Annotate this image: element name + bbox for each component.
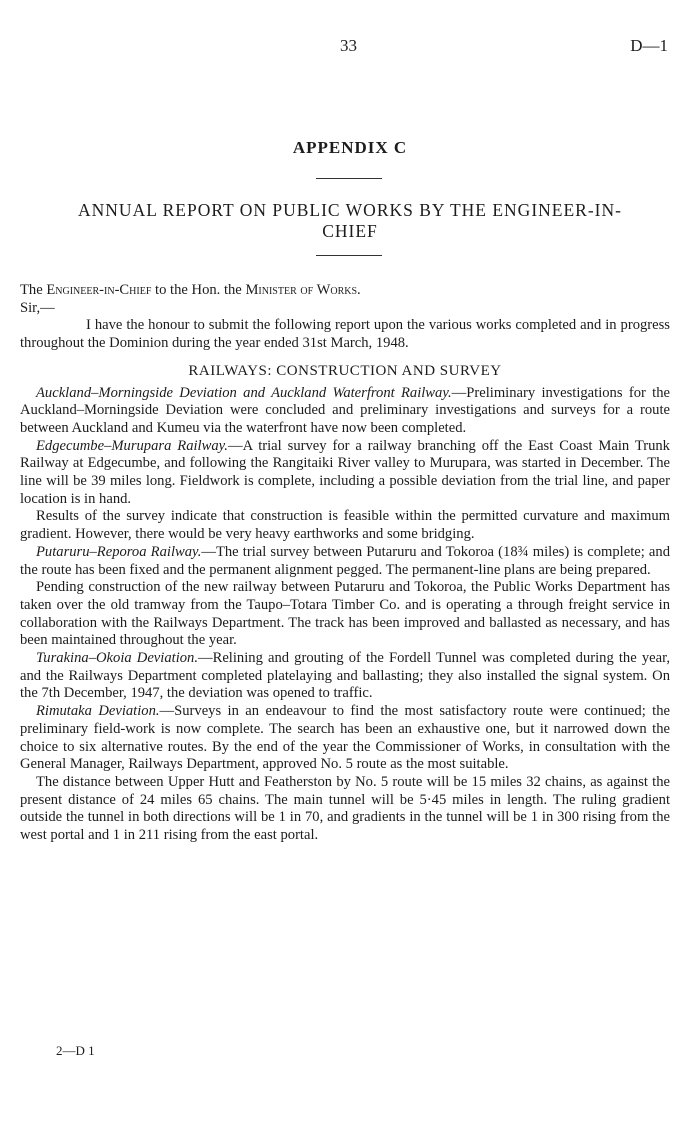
paragraph-putaruru: Putaruru–Reporoa Railway.—The trial survey between Putaruru and Tokoroa (18¾ miles) is complete; and the route has been fixed and the permanent alignment pegged. The permanent-line plans are being prepared. — [20, 543, 670, 578]
address-line: The Engineer-in-Chief to the Hon. the Minister of Works. — [20, 282, 361, 298]
paragraph-tramway: Pending construction of the new railway between Putaruru and Tokoroa, the Public Works Department has taken over the old tramway from the Taupo–Totara Timber Co. and is operating a through freight service in collaboration with the Railways Department. The track has been improved and ballasted as necessary, and has been maintained throughout the year. — [20, 579, 670, 649]
paragraph-edgecumbe: Edgecumbe–Murupara Railway.—A trial survey for a railway branching off the East Coast Main Trunk Railway at Edgecumbe, and following the Rangitaiki River valley to Murupara, was started in December. The line will be 39 miles long. Fieldwork is complete, including a possible deviation from the trial line, and paper location is in hand. — [20, 437, 670, 507]
report-title: ANNUAL REPORT ON PUBLIC WORKS BY THE ENGINEER-IN-CHIEF — [78, 200, 622, 241]
report-body — [20, 282, 670, 845]
divider-rule — [316, 178, 382, 179]
paragraph-distance: The distance between Upper Hutt and Featherston by No. 5 route will be 15 miles 32 chains, as against the present distance of 24 miles 65 chains. The main tunnel will be 5·45 miles in length. The ruling gradient outside the tunnel in both directions will be 1 in 70, and gradients in the tunnel will be 1 in 300 rising from the west portal and 1 in 211 rising from the east portal. — [20, 773, 670, 844]
divider-rule — [316, 255, 382, 256]
paragraph-survey-results: Results of the survey indicate that construction is feasible within the permitted curvature and maximum gradient. However, there would be very heavy earthworks and some bridging. — [20, 508, 670, 543]
page-number: 33 — [340, 36, 357, 55]
page-footer: 2—D 1 — [56, 1043, 95, 1058]
paragraph-auckland: Auckland–Morningside Deviation and Auckland Waterfront Railway.—Preliminary investigations for the Auckland–Morningside Deviation were concluded and preliminary investigations and surveys for a route between Auckland and Kumeu via the waterfront have now been completed. — [20, 384, 670, 436]
paragraph-turakina: Turakina–Okoia Deviation.—Relining and grouting of the Fordell Tunnel was completed during the year, and the Railways Department completed platelaying and ballasting; they also installed the signal system. On the 7th December, 1947, the deviation was opened to traffic. — [20, 650, 670, 702]
intro-paragraph: I have the honour to submit the following report upon the various works completed and in progress throughout the Dominion during the year ended 31st March, 1948. — [20, 317, 670, 352]
paragraph-rimutaka: Rimutaka Deviation.—Surveys in an endeavour to find the most satisfactory route were continued; the preliminary field-work is now complete. The search has been an exhaustive one, but it narrowed down the choice to six alternative routes. By the end of the year the Commissioner of Works, in consultation with the General Manager, Railways Department, approved No. 5 route as the most suitable. — [20, 703, 670, 773]
appendix-title: APPENDIX C — [292, 138, 408, 157]
document-code: D—1 — [630, 36, 668, 55]
salutation: Sir,— — [20, 299, 55, 316]
section-heading: RAILWAYS: CONSTRUCTION AND SURVEY — [188, 362, 502, 379]
